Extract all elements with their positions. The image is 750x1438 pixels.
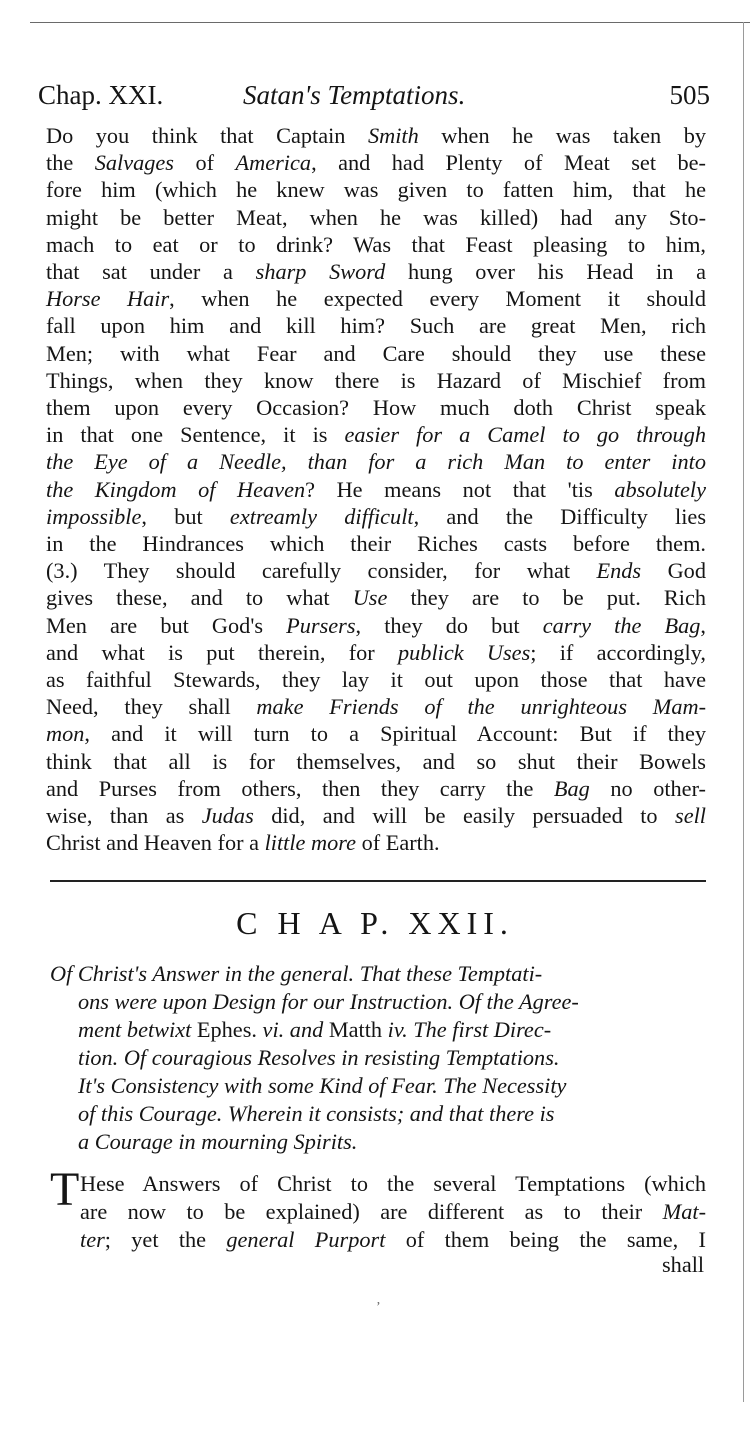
text-line: impossible, but extreamly difficult, and the Difficulty lies [46,503,706,529]
running-head-title: Satan's Temptations. [243,80,466,110]
chapter-heading: C H A P. XXII. [236,905,514,941]
text-line: the Eye of a Needle, than for a rich Man to enter into [46,449,706,475]
chapter-summary [50,960,705,1156]
text-line: gives these, and to what Use they are to be put. Rich [46,585,706,611]
text-line: think that all is for themselves, and so shut their Bowels [46,748,706,774]
running-head-chapter: Chap. XXI. [38,80,164,110]
chapter-divider-rule [50,880,706,882]
summary-line: a Courage in mourning Spirits. [78,1129,358,1154]
summary-line: tion. Of couragious Resolves in resisting Temptations. [78,1045,560,1070]
catchword: shall [662,1252,705,1277]
text-line: might be better Meat, when he was killed) had any Sto- [46,204,706,230]
text-line: Hese Answers of Christ to the several Temptations (which [80,1171,706,1196]
text-line: them upon every Occasion? How much doth Christ speak [46,395,706,421]
text-line: Men are but God's Pursers, they do but carry the Bag, [46,612,706,638]
summary-line: of this Courage. Wherein it consists; and that there is [78,1101,555,1126]
text-line: ter; yet the general Purport of them being the same, I [80,1227,706,1252]
running-head [38,80,710,120]
text-line: that sat under a sharp Sword hung over his Head in a [46,259,706,285]
text-line: Men; with what Fear and Care should they use these [46,340,706,366]
text-line: as faithful Stewards, they lay it out upon those that have [46,667,706,693]
text-line: fall upon him and kill him? Such are great Men, rich [46,313,706,339]
text-line: wise, than as Judas did, and will be easily persuaded to sell [46,803,706,829]
text-line: Horse Hair, when he expected every Moment it should [46,286,706,312]
summary-line: It's Consistency with some Kind of Fear. The Necessity [78,1073,567,1098]
text-line: the Kingdom of Heaven? He means not that 'tis absolutely [46,476,706,502]
printer-mark: ʼ [376,1300,381,1315]
summary-line: ment betwixt Ephes. vi. and Matth iv. The first Direc- [78,1017,552,1042]
text-line: the Salvages of America, and had Plenty of Meat set be- [46,150,706,176]
text-line: Do you think that Captain Smith when he was taken by [46,123,707,148]
page-right-edge [743,22,744,1402]
summary-line: ons were upon Design for our Instruction. Of the Agree- [78,989,579,1014]
text-line: mon, and it will turn to a Spiritual Account: But if they [46,721,706,747]
text-line: in that one Sentence, it is easier for a Camel to go through [46,422,707,448]
text-line: Things, when they know there is Hazard of Mischief from [46,367,706,393]
text-line: and Purses from others, then they carry the Bag no other- [46,775,706,801]
text-line: fore him (which he knew was given to fatten him, that he [46,177,706,203]
chapter-opening-text [50,1163,706,1254]
page-number: 505 [669,80,710,110]
text-line: Christ and Heaven for a little more of Earth. [46,830,440,856]
page-top-rule [30,22,750,23]
text-line: in the Hindrances which their Riches casts before them. [46,531,706,557]
text-line: and what is put therein, for publick Uses; if accordingly, [46,639,706,665]
text-line: (3.) They should carefully consider, for what Ends God [46,558,706,584]
text-line: Need, they shall make Friends of the unrighteous Mam- [46,694,707,720]
drop-cap: T [50,1163,80,1216]
text-line: mach to eat or to drink? Was that Feast pleasing to him, [46,231,706,257]
summary-line: Of Christ's Answer in the general. That these Temptati- [50,961,543,986]
text-line: are now to be explained) are different as to their Mat- [80,1199,706,1224]
body-text [46,122,706,856]
